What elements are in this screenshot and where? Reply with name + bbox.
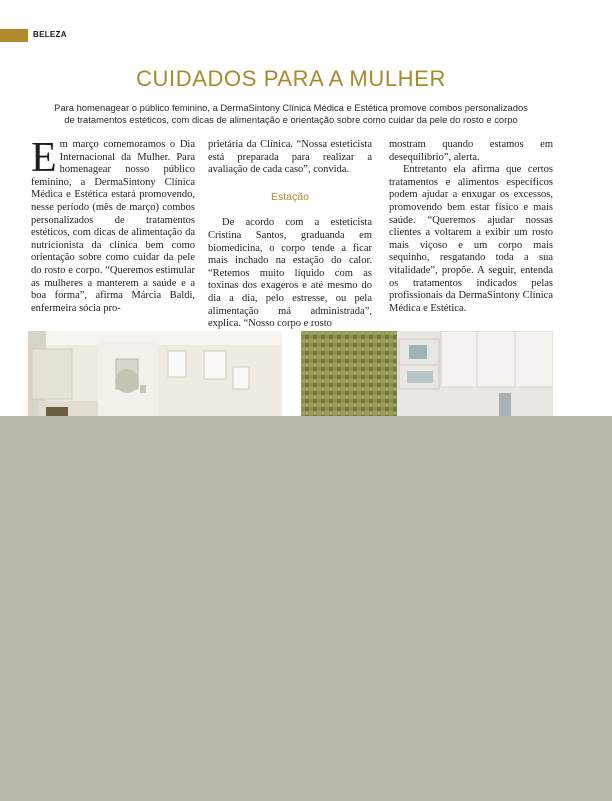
clinic-room-photo-left: [28, 331, 282, 417]
clinic-room-photo-right: [301, 331, 553, 417]
column-2-paragraph-2: De acordo com a esteticista Cristina Santos, graduanda em biomedicina, o corpo tende a ficar mais inchado na estação do calor. “Retemos muito líquido com as toxinas dos exageros e até mesmo do dia a dia, pelo estresse, ou pela alimentação má administrada”, explica. “Nosso corpo e rosto: [208, 217, 372, 330]
drop-cap: E: [31, 135, 57, 181]
column-3-paragraph-1: mostram quando estamos em desequilíbrio”, alerta.: [389, 139, 553, 163]
gray-panel: [0, 416, 612, 801]
column-3-paragraph-2: Entretanto ela afirma que certos tratamentos e alimentos específicos podem ajudar a enxugar os excessos, promovendo bem estar físico e mais saúde. “Queremos ajudar nossas clientes a voltarem a exibir um rosto mais viçoso e um corpo mais sequinho, resgatando toda a sua vitalidade”, propõe. A seguir, entenda os tratamentos indicados pelas profissionais da DermaSintony Clínica Médica e Estética.: [389, 164, 553, 314]
section-label: BELEZA: [33, 30, 67, 39]
text-column-3: [389, 139, 553, 315]
clinic-room-illustration: [28, 331, 282, 417]
section-tab: [0, 29, 28, 42]
textured-wall-illustration: [301, 331, 553, 417]
text-column-2: [208, 139, 372, 331]
text-column-1: [31, 135, 195, 315]
lead-line-1: Para homenagear o público feminino, a DermaSintony Clínica Médica e Estética promove combos personalizados: [54, 102, 528, 113]
article-title: CUIDADOS PARA A MULHER: [136, 66, 446, 91]
subheading: Estação: [271, 190, 309, 203]
column-1-text: m março comemoramos o Dia Internacional da Mulher. Para homenagear nosso público feminino, a DermaSintony Clínica Médica e Estética estará promovendo, nesse período (mês de março) combos personalizados de tratamentos estéticos, com dicas de alimentação da nutricionista da clínica bem como orientação sobre como cuidar da pele do rosto e corpo. “Queremos estimular as mulheres a manterem a saúde e a boa forma”, afirma Márcia Baldi, enfermeira sócia pro-: [31, 139, 195, 314]
article-lead: [28, 102, 554, 126]
column-2-paragraph-1: prietária da Clínica. “Nossa esteticista está preparada para realizar a avaliação de cada caso”, convida.: [208, 139, 372, 176]
lead-line-2: de tratamentos estéticos, com dicas de alimentação e orientação sobre como cuidar da pele do rosto e corpo: [64, 114, 518, 125]
